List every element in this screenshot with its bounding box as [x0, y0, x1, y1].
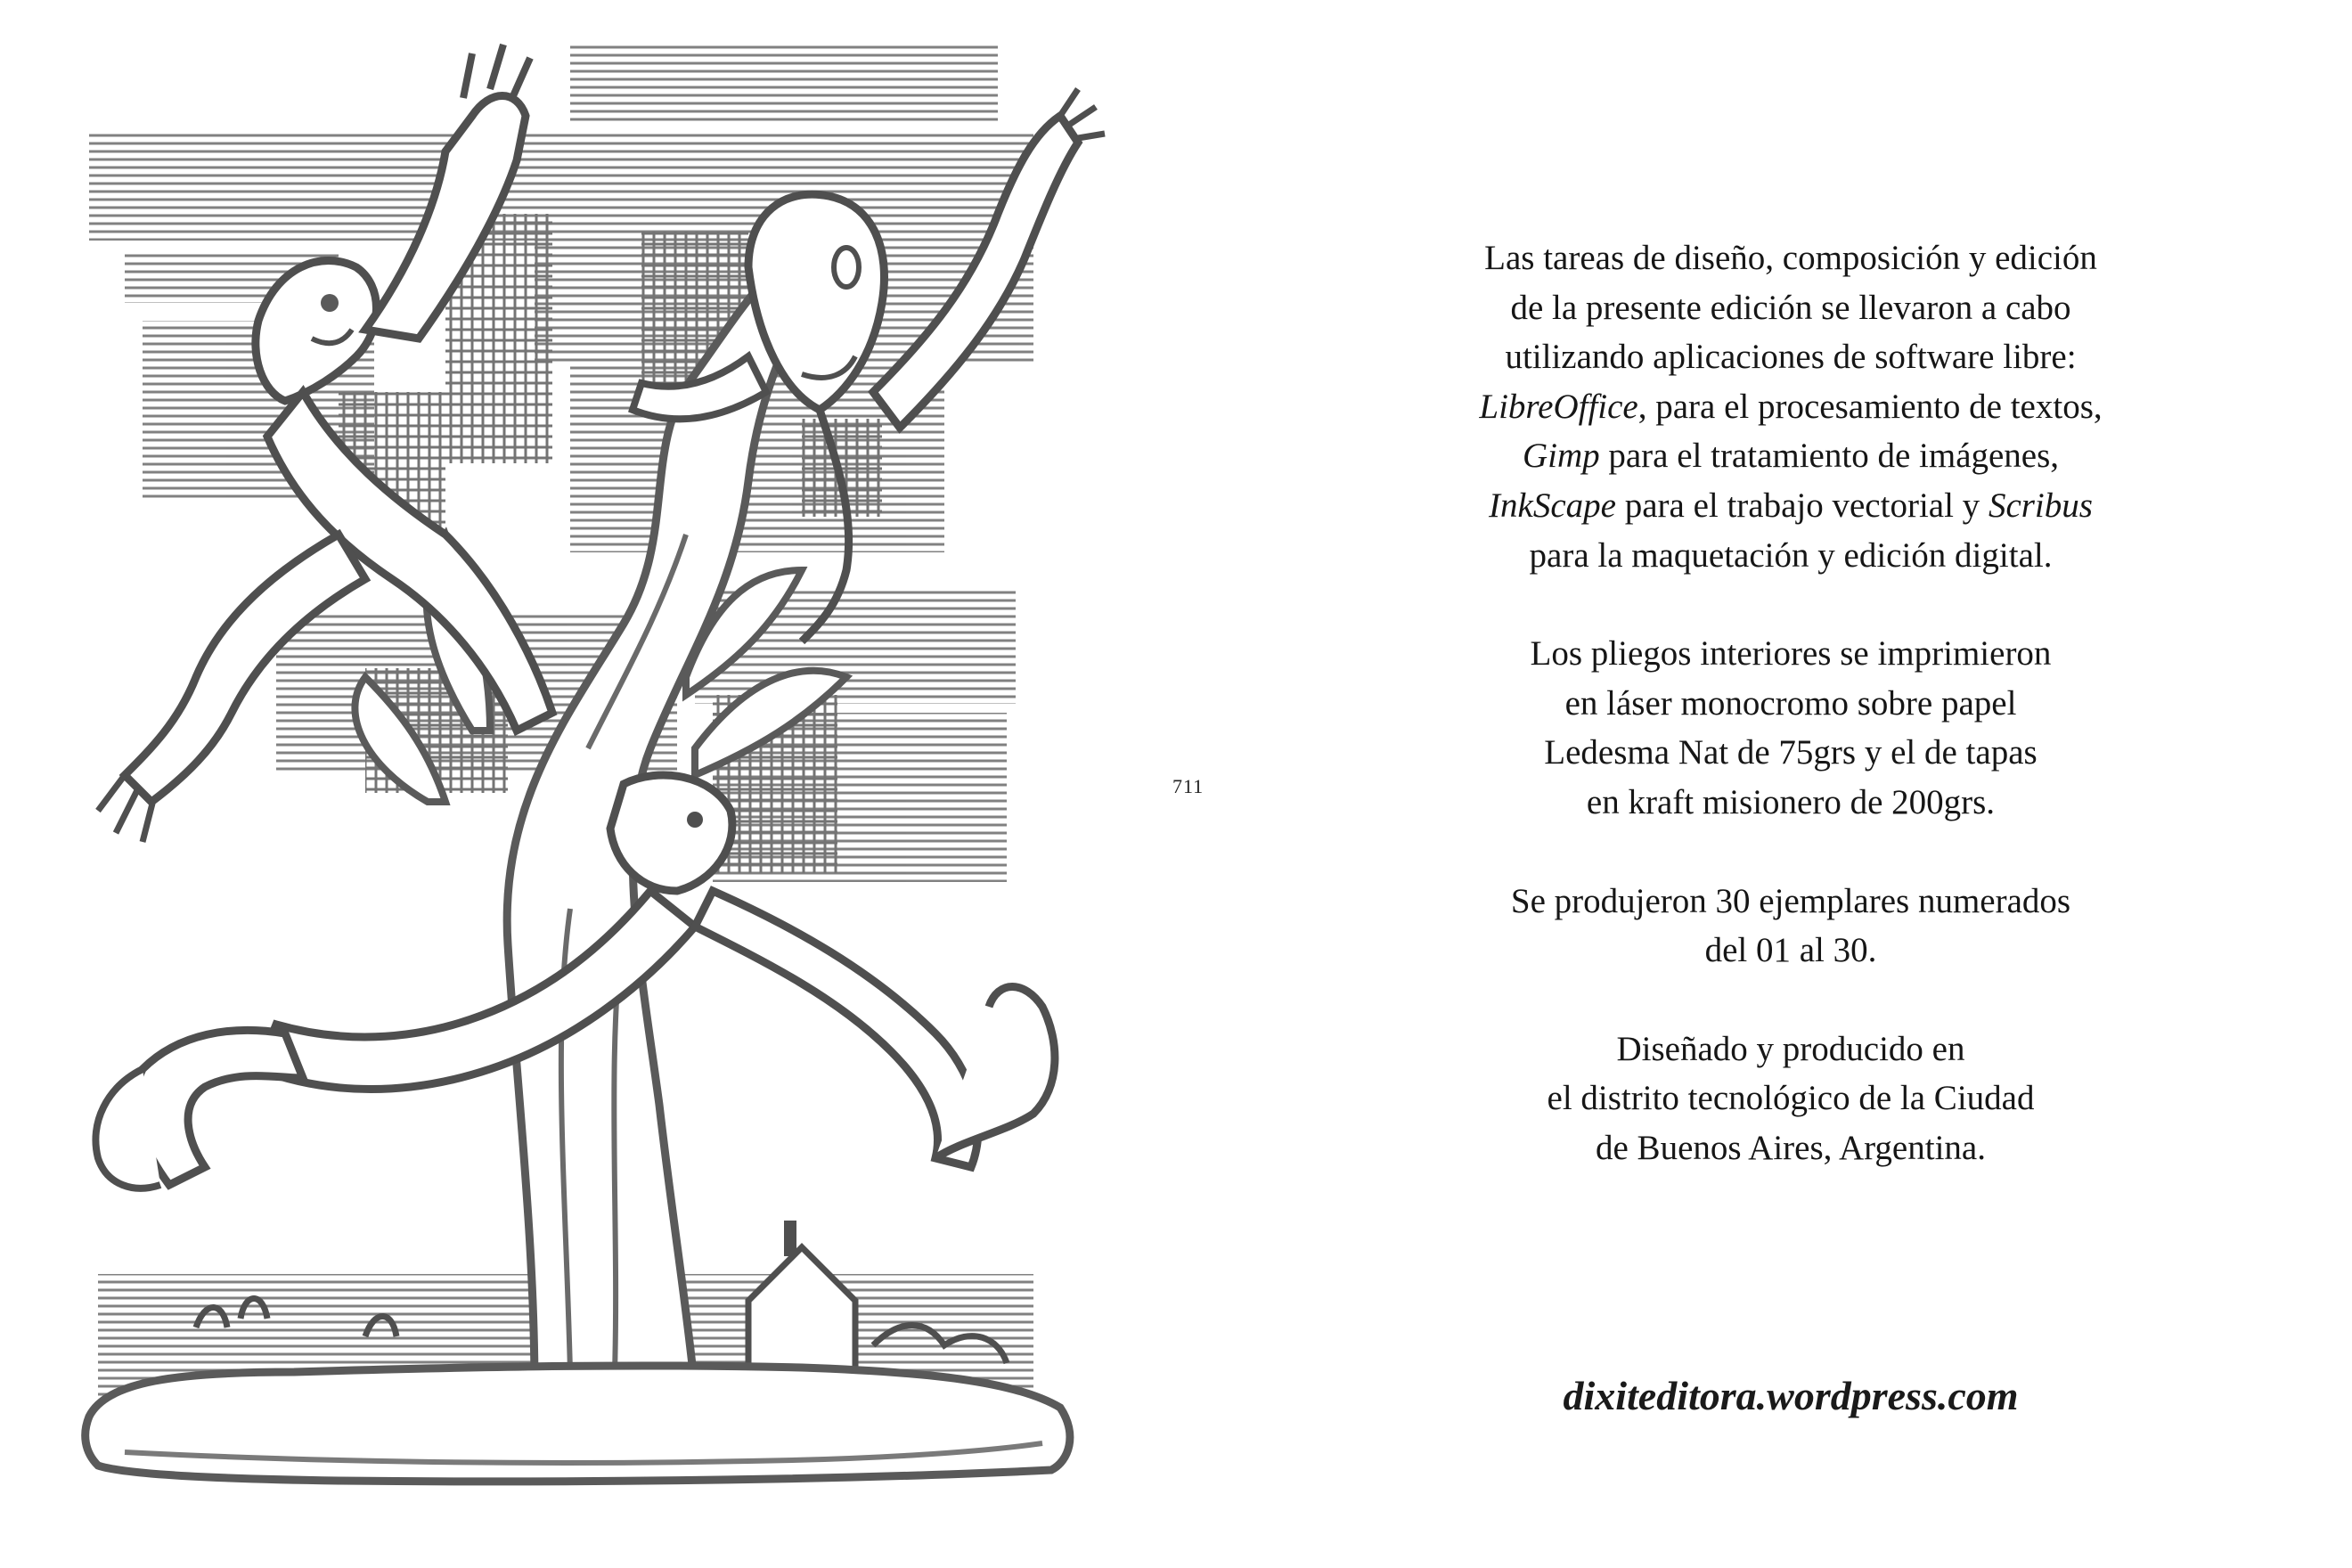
colophon-paragraph-origin: [1345, 1025, 2236, 1173]
text-line: de Buenos Aires, Argentina.: [1596, 1128, 1986, 1167]
colophon-text: [1345, 233, 2236, 1222]
text-line: Ledesma Nat de 75grs y el de tapas: [1544, 733, 2038, 772]
text-line: de la presente edición se llevaron a cabo: [1510, 288, 2071, 327]
text-span: para el trabajo vectorial y: [1615, 486, 1989, 525]
software-name-gimp: Gimp: [1522, 437, 1600, 476]
text-line: en kraft misionero de 200grs.: [1586, 782, 1996, 821]
text-line: en láser monocromo sobre papel: [1564, 683, 2017, 723]
publisher-website: dixiteditora.wordpress.com: [1563, 1373, 2019, 1418]
colophon-paragraph-printing: [1345, 629, 2236, 827]
text-line: del 01 al 30.: [1704, 931, 1877, 970]
text-line: Los pliegos interiores se imprimieron: [1530, 634, 2052, 674]
colophon-paragraph-copies: [1345, 877, 2236, 976]
software-name-inkscape: InkScape: [1489, 486, 1616, 525]
text-span: para el tratamiento de imágenes,: [1599, 437, 2060, 476]
text-line: utilizando aplicaciones de software libre:: [1505, 338, 2077, 377]
page-number: 711: [1172, 775, 1205, 797]
text-line: [1345, 382, 2236, 432]
text-span: , para el procesamiento de textos,: [1637, 387, 2103, 426]
text-line: para la maquetación y edición digital.: [1529, 535, 2053, 575]
text-line: [1345, 431, 2236, 481]
software-name-scribus: Scribus: [1988, 486, 2093, 525]
woodcut-figures-illustration-icon: [71, 36, 1114, 1488]
text-line: Se produjeron 30 ejemplares numerados: [1510, 881, 2071, 920]
text-line: Las tareas de diseño, composición y edición: [1484, 239, 2097, 277]
colophon-paragraph-software: [1345, 233, 2236, 580]
software-name-libreoffice: LibreOffice: [1479, 387, 1638, 426]
text-line: Diseñado y producido en: [1616, 1029, 1965, 1068]
text-line: [1345, 481, 2236, 531]
text-line: el distrito tecnológico de la Ciudad: [1547, 1079, 2035, 1118]
